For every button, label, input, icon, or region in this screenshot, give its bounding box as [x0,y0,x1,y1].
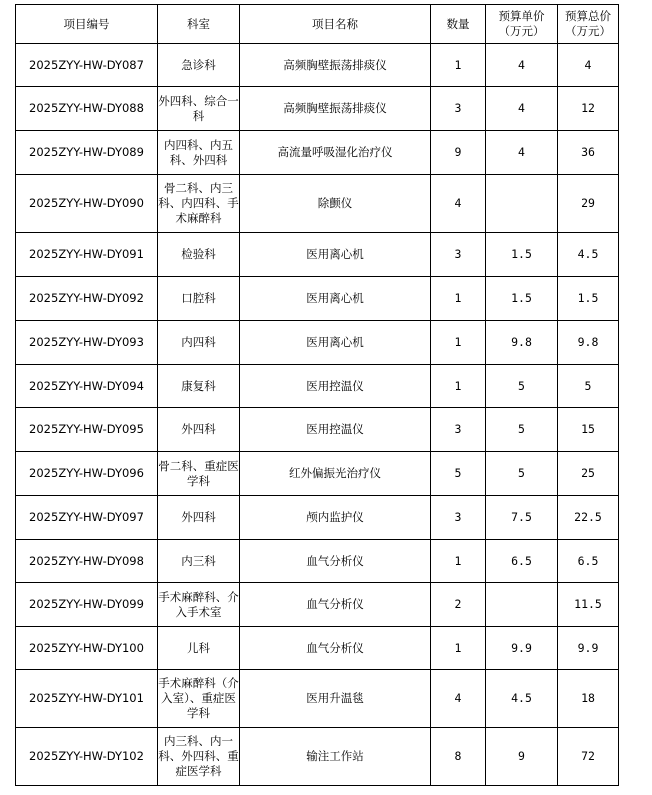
header-row [16,5,619,44]
cell-name: 医用离心机 [240,277,431,321]
cell-name: 医用控温仪 [240,408,431,452]
cell-total-price: 29 [558,175,619,233]
cell-dept: 骨二科、内三科、内四科、手术麻醉科 [158,175,240,233]
cell-total-price: 15 [558,408,619,452]
cell-code: 2025ZYY-HW-DY093 [16,321,158,365]
cell-total-price: 5 [558,365,619,408]
cell-name: 医用控温仪 [240,365,431,408]
cell-qty: 1 [431,321,486,365]
cell-dept: 手术麻醉科（介入室）、重症医学科 [158,670,240,728]
header-qty: 数量 [431,5,486,44]
cell-name: 高频胸壁振荡排痰仪 [240,44,431,87]
cell-dept: 检验科 [158,233,240,277]
table-row [16,540,619,583]
cell-total-price: 4 [558,44,619,87]
table-row [16,670,619,728]
cell-code: 2025ZYY-HW-DY100 [16,627,158,670]
cell-unit-price: 1.5 [486,233,558,277]
table-row [16,728,619,786]
table-row [16,452,619,496]
cell-qty: 5 [431,452,486,496]
cell-code: 2025ZYY-HW-DY095 [16,408,158,452]
cell-name: 高频胸壁振荡排痰仪 [240,87,431,131]
cell-unit-price [486,583,558,627]
cell-code: 2025ZYY-HW-DY098 [16,540,158,583]
cell-code: 2025ZYY-HW-DY094 [16,365,158,408]
cell-unit-price: 9.9 [486,627,558,670]
table-row [16,365,619,408]
cell-dept: 急诊科 [158,44,240,87]
cell-name: 颅内监护仪 [240,496,431,540]
cell-total-price: 9.9 [558,627,619,670]
cell-code: 2025ZYY-HW-DY102 [16,728,158,786]
cell-dept: 手术麻醉科、介入手术室 [158,583,240,627]
cell-code: 2025ZYY-HW-DY101 [16,670,158,728]
cell-total-price: 72 [558,728,619,786]
cell-unit-price: 7.5 [486,496,558,540]
cell-total-price: 1.5 [558,277,619,321]
budget-table [15,4,619,786]
cell-name: 高流量呼吸湿化治疗仪 [240,131,431,175]
cell-dept: 康复科 [158,365,240,408]
cell-code: 2025ZYY-HW-DY092 [16,277,158,321]
cell-code: 2025ZYY-HW-DY090 [16,175,158,233]
cell-total-price: 9.8 [558,321,619,365]
cell-dept: 内三科、内一科、外四科、重症医学科 [158,728,240,786]
cell-qty: 1 [431,277,486,321]
table-row [16,175,619,233]
cell-qty: 1 [431,540,486,583]
cell-dept: 外四科、综合一科 [158,87,240,131]
cell-total-price: 11.5 [558,583,619,627]
table-row [16,131,619,175]
table-row [16,408,619,452]
cell-dept: 儿科 [158,627,240,670]
cell-qty: 3 [431,496,486,540]
cell-name: 医用离心机 [240,321,431,365]
header-code: 项目编号 [16,5,158,44]
cell-unit-price: 4 [486,44,558,87]
cell-total-price: 36 [558,131,619,175]
table-row [16,627,619,670]
cell-total-price: 4.5 [558,233,619,277]
cell-qty: 1 [431,44,486,87]
cell-name: 输注工作站 [240,728,431,786]
cell-name: 医用升温毯 [240,670,431,728]
table-row [16,87,619,131]
table-row [16,44,619,87]
cell-dept: 外四科 [158,408,240,452]
cell-qty: 8 [431,728,486,786]
cell-qty: 1 [431,365,486,408]
cell-name: 血气分析仪 [240,627,431,670]
cell-code: 2025ZYY-HW-DY087 [16,44,158,87]
cell-unit-price: 6.5 [486,540,558,583]
table-body [16,44,619,786]
cell-qty: 3 [431,87,486,131]
cell-qty: 9 [431,131,486,175]
cell-name: 血气分析仪 [240,540,431,583]
table-row [16,583,619,627]
cell-qty: 3 [431,408,486,452]
cell-unit-price: 4.5 [486,670,558,728]
cell-name: 血气分析仪 [240,583,431,627]
cell-unit-price: 9.8 [486,321,558,365]
cell-unit-price: 4 [486,131,558,175]
cell-dept: 骨二科、重症医学科 [158,452,240,496]
cell-qty: 1 [431,627,486,670]
cell-code: 2025ZYY-HW-DY097 [16,496,158,540]
cell-code: 2025ZYY-HW-DY099 [16,583,158,627]
header-total-price: 预算总价（万元） [558,5,619,44]
header-dept: 科室 [158,5,240,44]
cell-name: 除颤仪 [240,175,431,233]
cell-unit-price: 9 [486,728,558,786]
cell-unit-price: 5 [486,365,558,408]
cell-code: 2025ZYY-HW-DY096 [16,452,158,496]
cell-dept: 口腔科 [158,277,240,321]
cell-total-price: 6.5 [558,540,619,583]
header-name: 项目名称 [240,5,431,44]
table-row [16,321,619,365]
cell-total-price: 22.5 [558,496,619,540]
cell-unit-price: 5 [486,408,558,452]
cell-unit-price: 5 [486,452,558,496]
cell-name: 医用离心机 [240,233,431,277]
header-unit-price: 预算单价（万元） [486,5,558,44]
cell-total-price: 12 [558,87,619,131]
cell-qty: 4 [431,670,486,728]
cell-dept: 内四科、内五科、外四科 [158,131,240,175]
cell-dept: 内三科 [158,540,240,583]
cell-qty: 4 [431,175,486,233]
cell-code: 2025ZYY-HW-DY089 [16,131,158,175]
cell-qty: 2 [431,583,486,627]
cell-total-price: 25 [558,452,619,496]
cell-code: 2025ZYY-HW-DY091 [16,233,158,277]
cell-unit-price: 4 [486,87,558,131]
table-row [16,496,619,540]
cell-total-price: 18 [558,670,619,728]
cell-qty: 3 [431,233,486,277]
cell-unit-price: 1.5 [486,277,558,321]
table-row [16,277,619,321]
cell-dept: 外四科 [158,496,240,540]
cell-unit-price [486,175,558,233]
table-row [16,233,619,277]
cell-dept: 内四科 [158,321,240,365]
cell-name: 红外偏振光治疗仪 [240,452,431,496]
cell-code: 2025ZYY-HW-DY088 [16,87,158,131]
table-header [16,5,619,44]
